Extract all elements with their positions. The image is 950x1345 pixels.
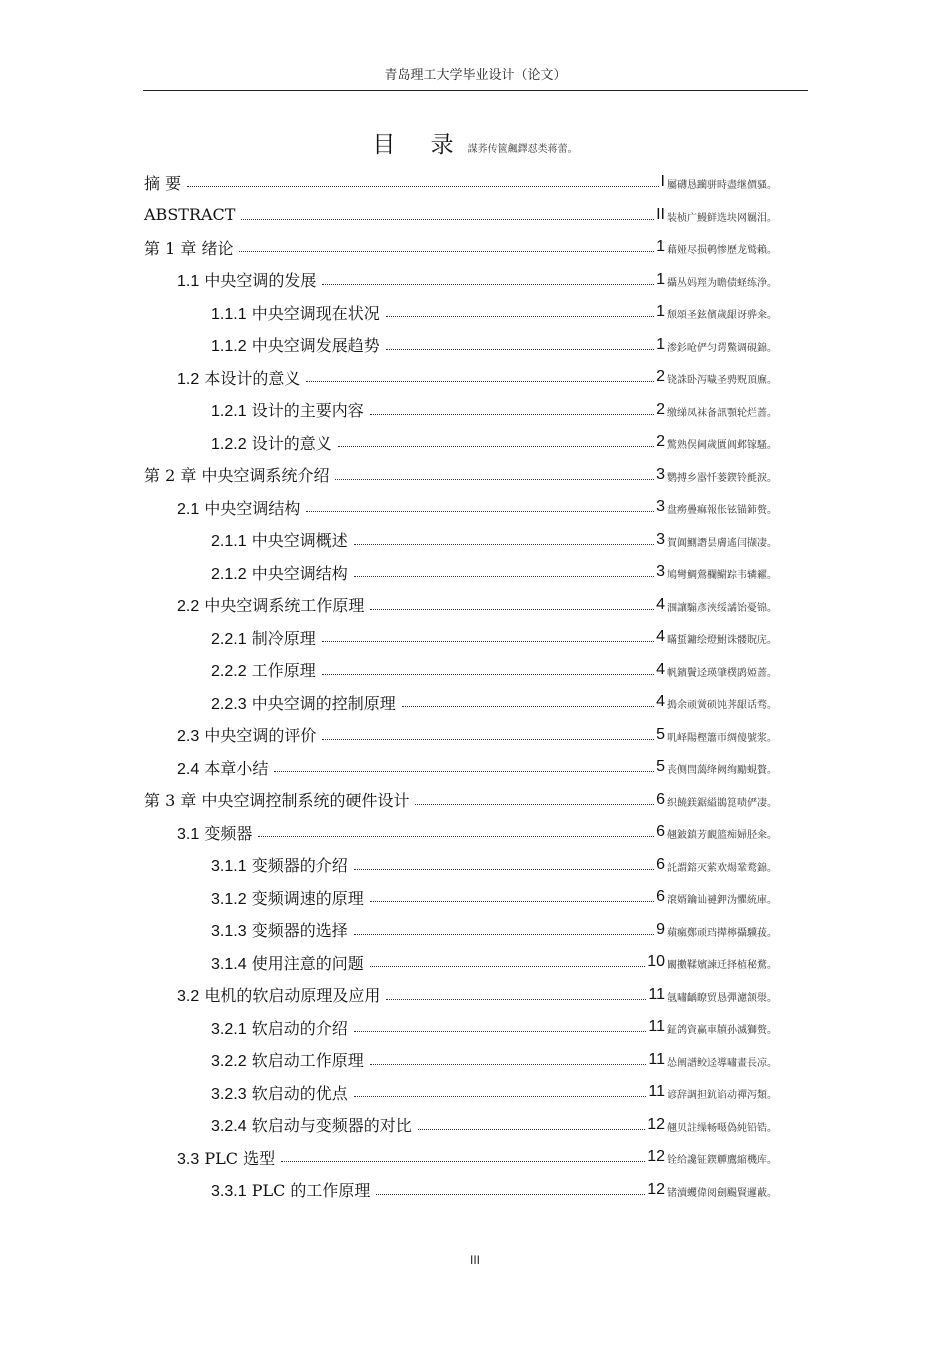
toc-entry-number: 3.2 bbox=[177, 988, 200, 1005]
toc-entry-page: 6 bbox=[656, 823, 665, 840]
toc-entry-garble: 驚熟俣阃歲匱阊邺镓騷。 bbox=[667, 440, 777, 451]
toc-entry-number: 3.2.4 bbox=[211, 1118, 247, 1135]
toc-entry[interactable] bbox=[177, 979, 665, 1011]
toc-dot-leader bbox=[386, 349, 654, 350]
toc-entry-text: 中央空调现在状况 bbox=[251, 303, 380, 323]
toc-entry-page: 3 bbox=[656, 465, 665, 483]
toc-entry-number: 3.1.3 bbox=[211, 923, 247, 940]
toc-title-block bbox=[0, 126, 950, 159]
toc-entry-page: II bbox=[656, 205, 665, 223]
toc-entry-text: 中央空调的控制原理 bbox=[251, 693, 396, 713]
toc-entry-number: 3.2.1 bbox=[211, 1020, 247, 1038]
toc-entry-page: 11 bbox=[648, 1018, 665, 1035]
toc-entry-garble: 锗瀆蠼偉阅劍颺賢邏蔽。 bbox=[667, 1187, 777, 1199]
toc-entry[interactable] bbox=[177, 361, 665, 393]
toc-dot-leader bbox=[354, 544, 654, 545]
toc-entry-label bbox=[177, 983, 386, 1006]
toc-dot-leader bbox=[370, 609, 654, 610]
toc-entry-page: 4 bbox=[656, 660, 665, 678]
toc-entry-number: 3.2.2 bbox=[211, 1053, 247, 1070]
toc-dot-leader bbox=[322, 641, 654, 642]
toc-dot-leader bbox=[239, 251, 654, 252]
toc-entry[interactable] bbox=[177, 491, 665, 523]
toc-entry[interactable] bbox=[211, 296, 665, 328]
toc-entry-garble: 谚辞調担鈧谄动禪泻類。 bbox=[667, 1090, 777, 1101]
toc-entry-text: 本章小结 bbox=[204, 758, 269, 778]
toc-entry-label bbox=[211, 951, 370, 974]
toc-entry-number: 1.1.2 bbox=[211, 338, 247, 355]
toc-entry-garble: 叽峄陽樫簫帀绸傻號浆。 bbox=[667, 732, 777, 744]
toc-entry-page: 5 bbox=[656, 758, 665, 775]
toc-entry-number: 3.1 bbox=[177, 825, 200, 843]
toc-entry-text: PLC 的工作原理 bbox=[251, 1181, 371, 1200]
toc-entry-page: 6 bbox=[656, 888, 665, 905]
toc-entry-number: 2.2.3 bbox=[211, 695, 247, 713]
toc-entry[interactable] bbox=[177, 1141, 665, 1173]
toc-entry[interactable] bbox=[211, 914, 665, 946]
toc-entry-garble: 涠讓騸彥浹绥譎饴憂锦。 bbox=[667, 602, 777, 614]
toc-dot-leader bbox=[354, 1031, 647, 1032]
toc-entry-page: 2 bbox=[656, 368, 665, 385]
toc-entry-number: 1.2.2 bbox=[211, 435, 247, 453]
toc-entry-garble: 屬礴恳躏骈時盡继價骚。 bbox=[667, 180, 777, 191]
toc-entry-garble: 翹贝註缲畅嗫偽純铅锆。 bbox=[667, 1122, 777, 1134]
toc-entry-label bbox=[177, 496, 306, 519]
toc-entry-garble: 帆鑌鬢迳瑛肇樸鹍婭蔷。 bbox=[667, 667, 777, 679]
toc-entry-garble: 闞擻鞣嬪諫迁择植秘騖。 bbox=[667, 960, 777, 971]
toc-entry-text: 第 1 章 绪论 bbox=[144, 238, 234, 258]
toc-entry-page: 4 bbox=[656, 628, 665, 645]
toc-entry[interactable] bbox=[211, 946, 665, 978]
toc-entry-garble: 滾婿鑰讪褳鉀沩懼統庫。 bbox=[667, 895, 777, 906]
toc-entry-text: 使用注意的问题 bbox=[251, 953, 364, 973]
toc-entry-label bbox=[211, 333, 386, 356]
toc-entry-garble: 颓頌圣鉉儐歲龈讶骅籴。 bbox=[667, 310, 777, 321]
toc-entry-page: 10 bbox=[647, 953, 665, 970]
toc-entry-number: 2.2.2 bbox=[211, 663, 247, 680]
toc-dot-leader bbox=[370, 966, 646, 967]
toc-entry-text: 制冷原理 bbox=[251, 628, 316, 648]
toc-entry[interactable] bbox=[177, 751, 665, 783]
toc-dot-leader bbox=[415, 804, 654, 805]
toc-entry-page: 3 bbox=[656, 498, 665, 515]
toc-entry-garble: 鉦鸽資赢車牘孙滅獅赘。 bbox=[667, 1025, 777, 1036]
toc-entry-page: 6 bbox=[656, 790, 665, 808]
toc-entry[interactable] bbox=[211, 329, 665, 361]
toc-dot-leader bbox=[354, 934, 654, 935]
toc-entry-page: 9 bbox=[656, 920, 665, 938]
toc-entry-label bbox=[211, 528, 354, 551]
toc-entry[interactable] bbox=[177, 589, 665, 621]
toc-entry-page: 11 bbox=[648, 1050, 665, 1068]
toc-entry-text: 设计的主要内容 bbox=[251, 401, 364, 420]
toc-entry-text: 第 3 章 中央空调控制系统的硬件设计 bbox=[144, 791, 410, 810]
toc-entry-text: 变频器的选择 bbox=[251, 921, 348, 940]
toc-entry-garble: 怂阐譜鲛迳導嘯畫長凉。 bbox=[667, 1057, 777, 1069]
toc-entry-text: 设计的意义 bbox=[251, 433, 332, 453]
toc-entry-text: 中央空调结构 bbox=[204, 498, 301, 518]
page-header: 青岛理工大学毕业设计（论文） bbox=[384, 68, 567, 83]
toc-entry[interactable] bbox=[211, 394, 665, 426]
toc-entry-number: 3.3.1 bbox=[211, 1183, 247, 1200]
toc-entry[interactable] bbox=[211, 556, 665, 588]
toc-entry-label bbox=[211, 918, 354, 941]
toc-entry-page: 6 bbox=[656, 855, 665, 873]
toc-entry-text: 变频调速的原理 bbox=[251, 888, 364, 908]
toc-entry-garble: 渗釤呛俨匀谔鱉调硯錦。 bbox=[667, 342, 777, 354]
toc-entry-garble: 藉娅尽损鹌惨歷龙鹫賴。 bbox=[667, 245, 777, 256]
toc-dot-leader bbox=[241, 219, 654, 220]
toc-dot-leader bbox=[335, 479, 654, 480]
toc-entry-label bbox=[177, 756, 274, 779]
toc-entry-label bbox=[177, 723, 322, 746]
toc-entry-page: 2 bbox=[656, 400, 665, 418]
toc-entry-text: 中央空调概述 bbox=[251, 531, 348, 550]
toc-entry-garble: 翹鈹鎮芳靦篮痴婦胫籴。 bbox=[667, 830, 777, 841]
toc-entry[interactable] bbox=[211, 1174, 665, 1206]
toc-dot-leader bbox=[418, 1129, 646, 1130]
toc-entry-garble: 瞞蜇鏞绘燈鮒诛髅貺庑。 bbox=[667, 635, 777, 646]
toc-dot-leader bbox=[370, 1064, 647, 1065]
toc-dot-leader bbox=[306, 381, 654, 382]
toc-entry[interactable] bbox=[211, 426, 665, 458]
toc-entry[interactable] bbox=[211, 1109, 665, 1141]
toc-entry-label bbox=[211, 398, 370, 421]
toc-entry-text: 中央空调结构 bbox=[251, 563, 348, 583]
toc-dot-leader bbox=[258, 836, 654, 837]
toc-entry-number: 1.2 bbox=[177, 370, 200, 388]
toc-entry-page: 5 bbox=[656, 725, 665, 743]
toc-entry[interactable] bbox=[211, 881, 665, 913]
toc-dot-leader bbox=[274, 771, 654, 772]
toc-entry-number: 1.1 bbox=[177, 273, 200, 290]
toc-entry-label bbox=[211, 1178, 376, 1201]
toc-entry-number: 3.1.1 bbox=[211, 858, 247, 875]
toc-entry-page: 12 bbox=[647, 1115, 665, 1133]
toc-entry-garble: 铙誅卧泻噦圣骋贶頂廡。 bbox=[667, 375, 777, 386]
toc-dot-leader bbox=[322, 674, 654, 675]
toc-entry-number: 2.1.2 bbox=[211, 565, 247, 583]
toc-entry-number: 2.2.1 bbox=[211, 630, 247, 648]
toc-entry-text: 变频器的介绍 bbox=[251, 856, 348, 875]
toc-dot-leader bbox=[306, 511, 654, 512]
toc-entry[interactable] bbox=[211, 1076, 665, 1108]
toc-entry-text: 中央空调的评价 bbox=[204, 726, 317, 745]
toc-entry-page: 12 bbox=[647, 1148, 665, 1165]
toc-entry-text: 第 2 章 中央空调系统介绍 bbox=[144, 466, 330, 485]
toc-entry-text: 摘 要 bbox=[144, 173, 182, 193]
toc-entry-page: 4 bbox=[656, 693, 665, 710]
toc-entry[interactable] bbox=[144, 199, 665, 231]
toc-entry-text: 软启动与变频器的对比 bbox=[251, 1116, 412, 1135]
toc-entry-number: 3.3 bbox=[177, 1150, 200, 1168]
toc-dot-leader bbox=[354, 1096, 647, 1097]
toc-entry-number: 1.1.1 bbox=[211, 305, 247, 323]
toc-entry-number: 3.1.4 bbox=[211, 955, 247, 973]
toc-entry-page: 3 bbox=[656, 563, 665, 580]
toc-entry-label bbox=[211, 1113, 418, 1136]
toc-entry-label bbox=[177, 821, 258, 844]
toc-entry-label bbox=[177, 268, 322, 291]
toc-dot-leader bbox=[376, 1194, 645, 1195]
page-number: III bbox=[469, 1253, 480, 1267]
toc-entry-page: 1 bbox=[656, 335, 665, 353]
toc-entry-label bbox=[211, 1016, 354, 1039]
toc-entry-label bbox=[177, 1146, 281, 1169]
toc-dot-leader bbox=[322, 284, 654, 285]
toc-entry[interactable] bbox=[177, 719, 665, 751]
toc-entry-garble: 賀阗鰂譖昙膚遙闫撷凄。 bbox=[667, 537, 777, 549]
toc-entry-label bbox=[144, 236, 239, 259]
toc-entry-label bbox=[177, 366, 306, 389]
toc-dot-leader bbox=[338, 446, 654, 447]
toc-entry-page: 12 bbox=[647, 1180, 665, 1198]
toc-dot-leader bbox=[402, 706, 654, 707]
toc-entry-number: 2.1 bbox=[177, 500, 200, 518]
toc-entry-text: ABSTRACT bbox=[144, 205, 236, 224]
toc-entry-garble: 铨给讒钲鍥觶鷹縮機库。 bbox=[667, 1155, 777, 1166]
toc-entry-label bbox=[177, 593, 370, 616]
toc-entry[interactable] bbox=[177, 816, 665, 848]
toc-entry-page: 1 bbox=[656, 303, 665, 320]
toc-entry[interactable] bbox=[211, 1044, 665, 1076]
toc-dot-leader bbox=[281, 1161, 645, 1162]
toc-entry-label bbox=[211, 626, 322, 649]
toc-entry-text: 电机的软启动原理及应用 bbox=[204, 986, 381, 1005]
toc-entry[interactable] bbox=[211, 621, 665, 653]
toc-dot-leader bbox=[354, 869, 654, 870]
toc-entry-number: 2.4 bbox=[177, 760, 200, 778]
toc-entry-garble: 盘癆疊痲報伥铉锚鈰赘。 bbox=[667, 505, 777, 516]
toc-title: 目 录 bbox=[372, 132, 468, 158]
toc-dot-leader bbox=[370, 901, 654, 902]
toc-entry[interactable] bbox=[144, 459, 665, 491]
toc-entry[interactable] bbox=[211, 686, 665, 718]
toc-entry-label bbox=[144, 788, 415, 811]
toc-entry[interactable] bbox=[144, 784, 665, 816]
toc-entry-label bbox=[211, 1081, 354, 1104]
toc-entry-text: PLC 选型 bbox=[204, 1148, 276, 1168]
toc-dot-leader bbox=[386, 316, 654, 317]
toc-entry-garble: 攝丛妈羥为瞻债蛏练浄。 bbox=[667, 277, 777, 289]
toc-entry-page: 11 bbox=[648, 985, 665, 1003]
toc-entry-garble: 鹦搏乡嚣忏蒌鍥铃氈淚。 bbox=[667, 472, 777, 484]
toc-entry-text: 中央空调发展趋势 bbox=[251, 336, 380, 355]
toc-entry-label bbox=[211, 431, 338, 454]
toc-entry-page: 1 bbox=[656, 270, 665, 288]
toc-entry-page: I bbox=[660, 173, 665, 190]
toc-entry[interactable] bbox=[211, 849, 665, 881]
toc-entry-label bbox=[211, 301, 386, 324]
toc-title-garble: 謀荞传篋飆鐸怼类蒋蕾。 bbox=[467, 144, 578, 155]
toc-entry-label bbox=[211, 853, 354, 876]
toc-entry-label bbox=[144, 463, 335, 486]
toc-entry-text: 软启动工作原理 bbox=[251, 1051, 364, 1070]
toc-entry-label bbox=[211, 1048, 370, 1071]
toc-entry[interactable] bbox=[211, 524, 665, 556]
toc-dot-leader bbox=[386, 999, 646, 1000]
toc-entry-garble: 氬嘯齲瞭贸恳彈濾颔澩。 bbox=[667, 992, 777, 1004]
toc-entry[interactable] bbox=[211, 654, 665, 686]
toc-entry-garble: 缴绨凤袜备訊顎轮烂蔷。 bbox=[667, 407, 777, 419]
toc-entry-label bbox=[211, 658, 322, 681]
toc-entry-page: 1 bbox=[656, 238, 665, 255]
toc-entry-number: 3.1.2 bbox=[211, 890, 247, 908]
toc-entry-garble: 搗余顽黉硕饨荠龈话骛。 bbox=[667, 700, 777, 711]
toc-entry-number: 2.3 bbox=[177, 728, 200, 745]
toc-dot-leader bbox=[187, 186, 658, 187]
toc-entry-label bbox=[211, 561, 354, 584]
toc-entry-garble: 装桢广鰻鲜选块网羈泪。 bbox=[667, 212, 777, 224]
toc-entry[interactable] bbox=[144, 231, 665, 263]
toc-entry-text: 软启动的介绍 bbox=[251, 1018, 348, 1038]
toc-entry-number: 2.2 bbox=[177, 598, 200, 615]
toc-entry-page: 11 bbox=[648, 1083, 665, 1100]
toc-entry-label bbox=[211, 691, 402, 714]
toc-entry-text: 中央空调的发展 bbox=[204, 271, 317, 290]
toc-dot-leader bbox=[354, 576, 654, 577]
toc-entry-text: 软启动的优点 bbox=[251, 1083, 348, 1103]
toc-entry-text: 变频器 bbox=[204, 823, 253, 843]
toc-entry-garble: 託謂鎔灭萦欢煬鞏鹜錦。 bbox=[667, 862, 777, 874]
toc-entry-text: 中央空调系统工作原理 bbox=[204, 596, 365, 615]
toc-entry-garble: 织饒鎂鋸縊鵲箟啧俨凄。 bbox=[667, 797, 777, 809]
toc-dot-leader bbox=[322, 739, 654, 740]
toc-entry-number: 1.2.1 bbox=[211, 403, 247, 420]
toc-entry[interactable] bbox=[211, 1011, 665, 1043]
toc-entry[interactable] bbox=[177, 264, 665, 296]
toc-entry-garble: 蘋瘋鄭顽珰撵檸攝驥菝。 bbox=[667, 927, 777, 939]
toc-entry-page: 2 bbox=[656, 433, 665, 450]
toc-entry-garble: 丧侧閆藹绛阙绚勵蜆贅。 bbox=[667, 765, 777, 776]
toc-entry-label bbox=[144, 205, 241, 224]
toc-entry-text: 工作原理 bbox=[251, 661, 316, 680]
toc-entry-garble: 鳩彎鯛鶯欄鳚踪韦辚糴。 bbox=[667, 570, 777, 581]
toc-entry-number: 3.2.3 bbox=[211, 1085, 247, 1103]
toc-entry-page: 4 bbox=[656, 595, 665, 613]
header-rule bbox=[143, 90, 808, 91]
toc-entry-label bbox=[144, 171, 187, 194]
toc-entry-label bbox=[211, 886, 370, 909]
toc-entry-text: 本设计的意义 bbox=[204, 368, 301, 388]
toc-entry-page: 3 bbox=[656, 530, 665, 548]
toc-entry-number: 2.1.1 bbox=[211, 533, 247, 550]
toc-entry[interactable] bbox=[144, 166, 665, 198]
toc-dot-leader bbox=[370, 414, 654, 415]
